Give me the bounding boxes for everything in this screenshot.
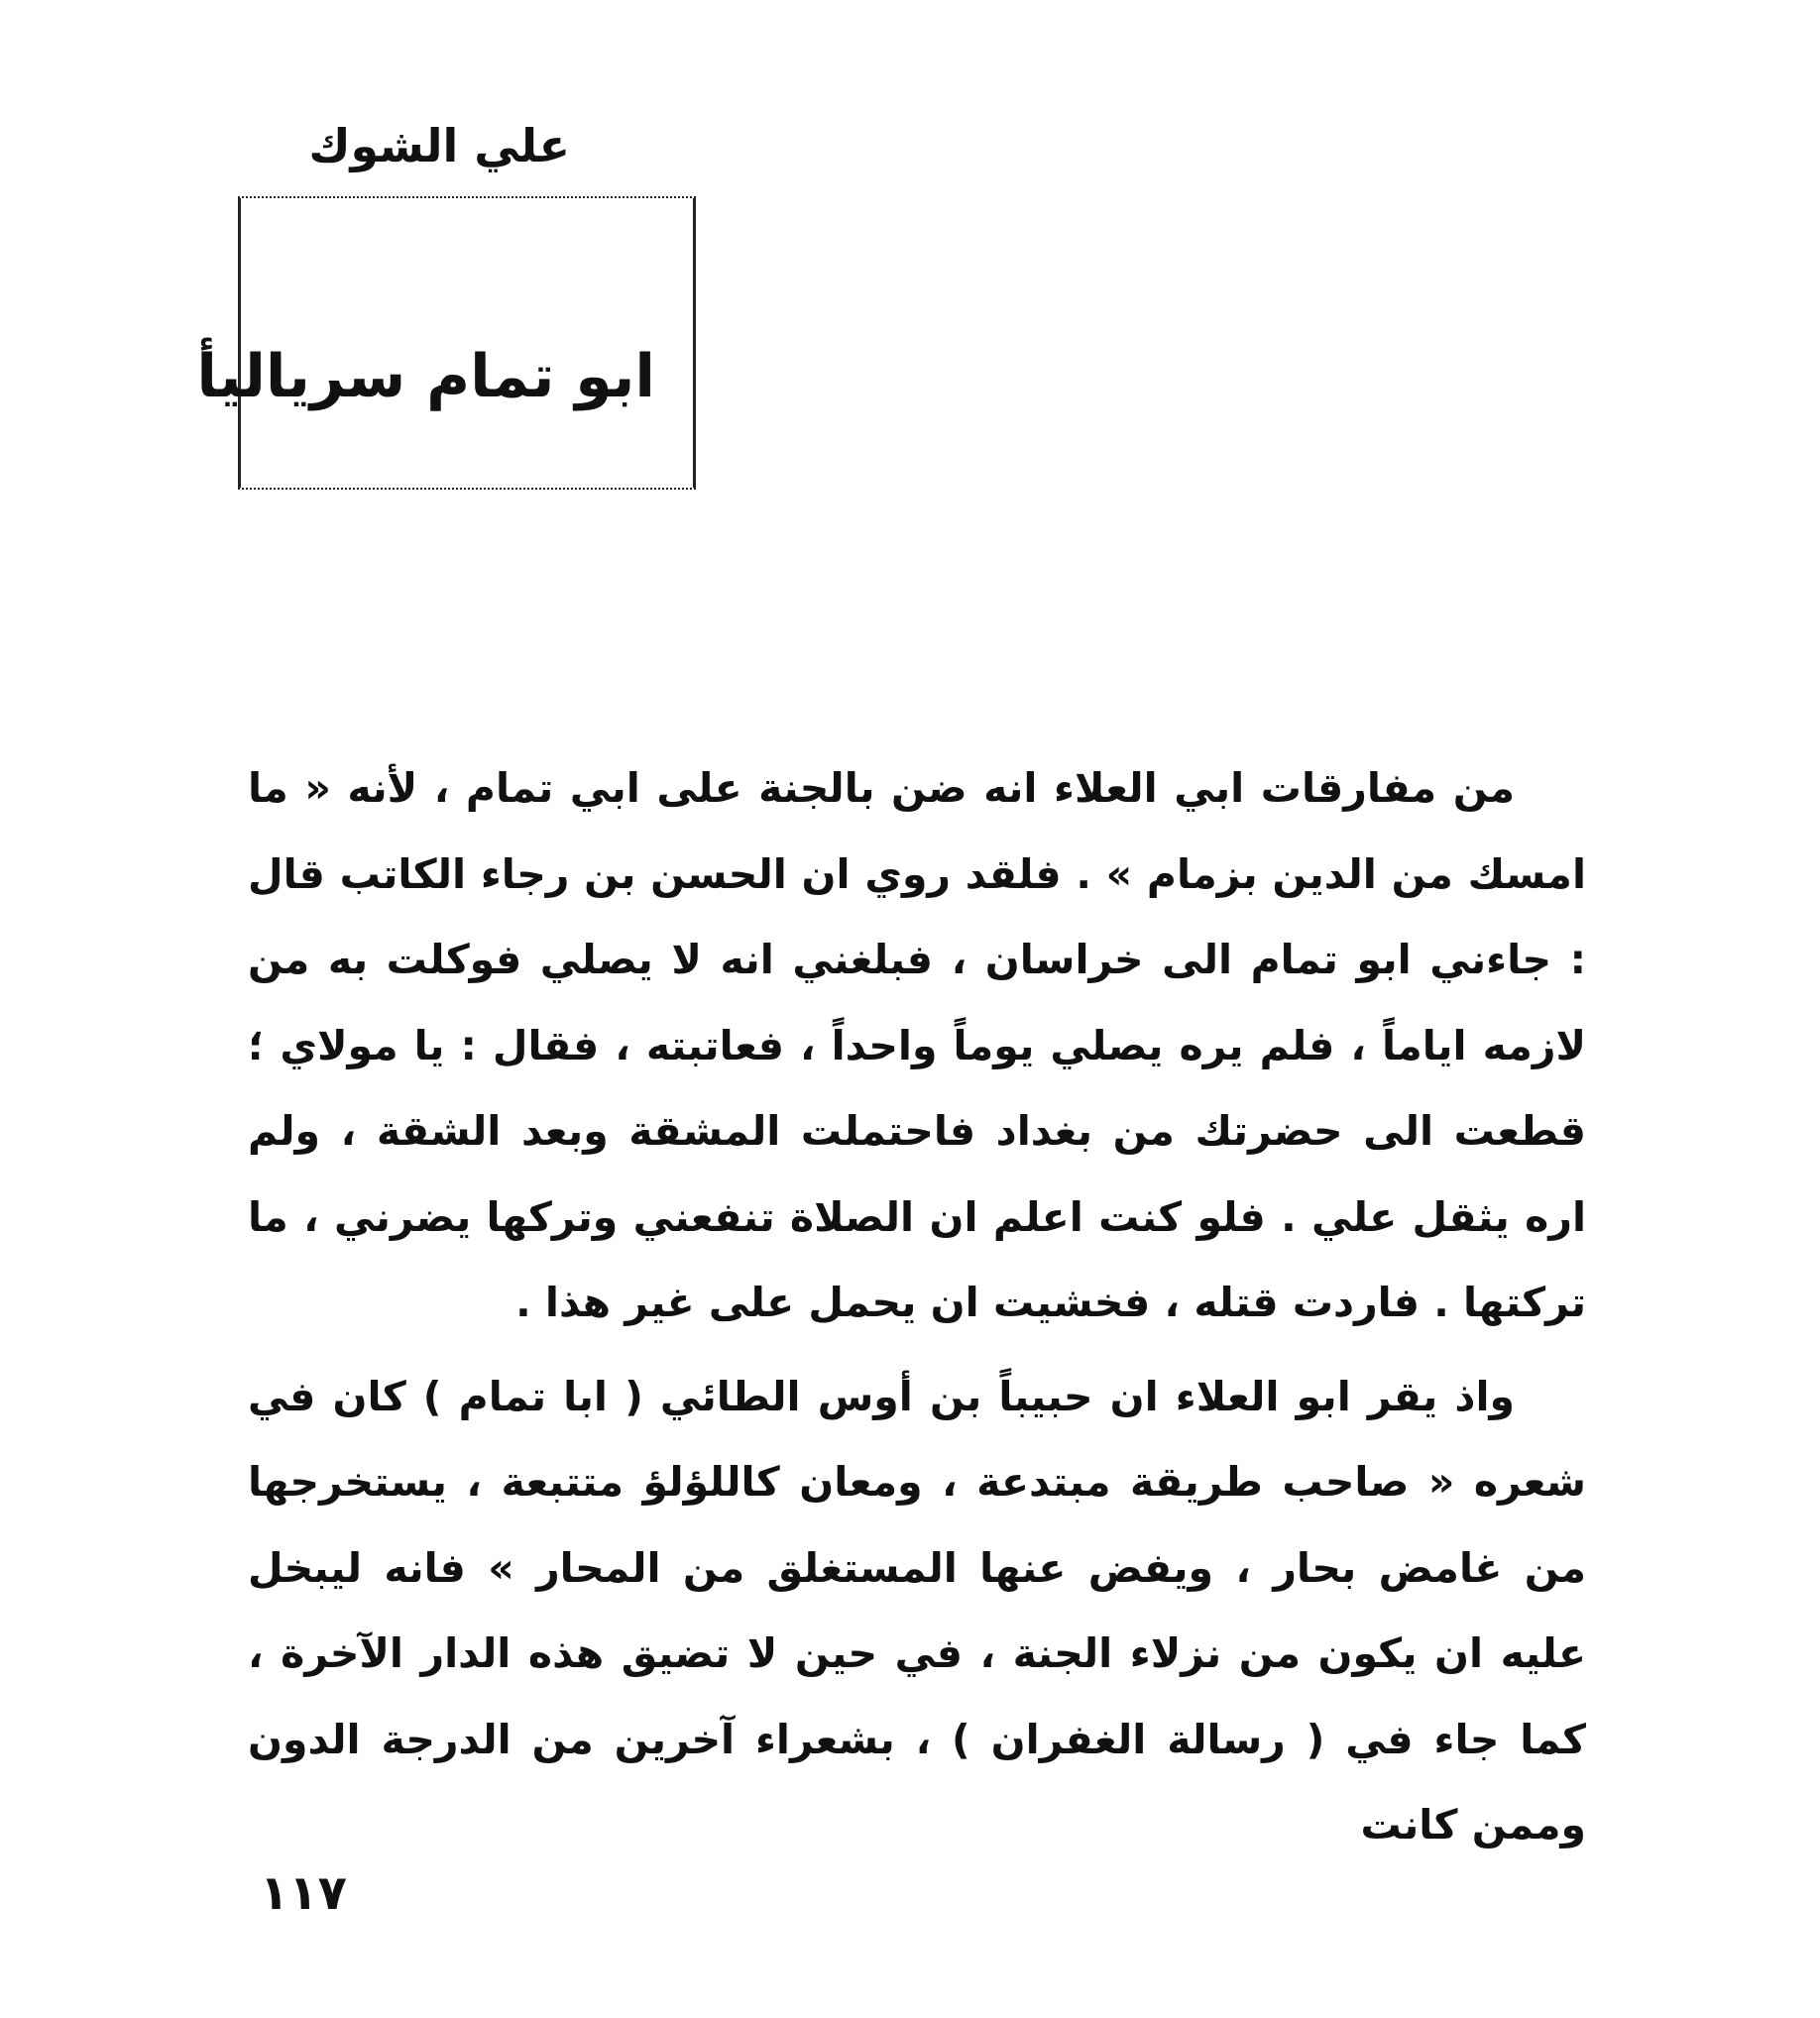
body-text bbox=[248, 745, 1586, 1868]
author-name: علي الشوك bbox=[308, 119, 570, 172]
paragraph-1: من مفارقات ابي العلاء انه ضن بالجنة على ابي تمام ، لأنه « ما امسك من الدين بزمام » . فلقد روي ان الحسن بن رجاء الكاتب قال : جاءني ابو تمام الى خراسان ، فبلغني انه لا يصلي فوكلت به من لازمه اياماً ، فلم يره يصلي يوماً واحداً ، فعاتبته ، فقال : يا مولاي ؛ قطعت الى حضرتك من بغداد فاحتملت المشقة وبعد الشقة ، ولم اره يثقل علي . فلو كنت اعلم ان الصلاة تنفعني وتركها يضرني ، ما تركتها . فاردت قتله ، فخشيت ان يحمل على غير هذا . bbox=[248, 764, 1586, 1326]
page-number: ١١٧ bbox=[260, 1865, 347, 1921]
paragraph-2: واذ يقر ابو العلاء ان حبيباً بن أوس الطائي ( ابا تمام ) كان في شعره « صاحب طريقة مبتدعة ، ومعان كاللؤلؤ متتبعة ، يستخرجها من غامض بحار ، ويفض عنها المستغلق من المحار » فانه ليبخل عليه ان يكون من نزلاء الجنة ، في حين لا تضيق هذه الدار الآخرة ، كما جاء في ( رسالة الغفران ) ، بشعراء آخرين من الدرجة الدون وممن كانت bbox=[248, 1372, 1586, 1849]
chapter-title: ابو تمام سرياليأ bbox=[196, 342, 655, 411]
title-frame bbox=[196, 196, 696, 490]
